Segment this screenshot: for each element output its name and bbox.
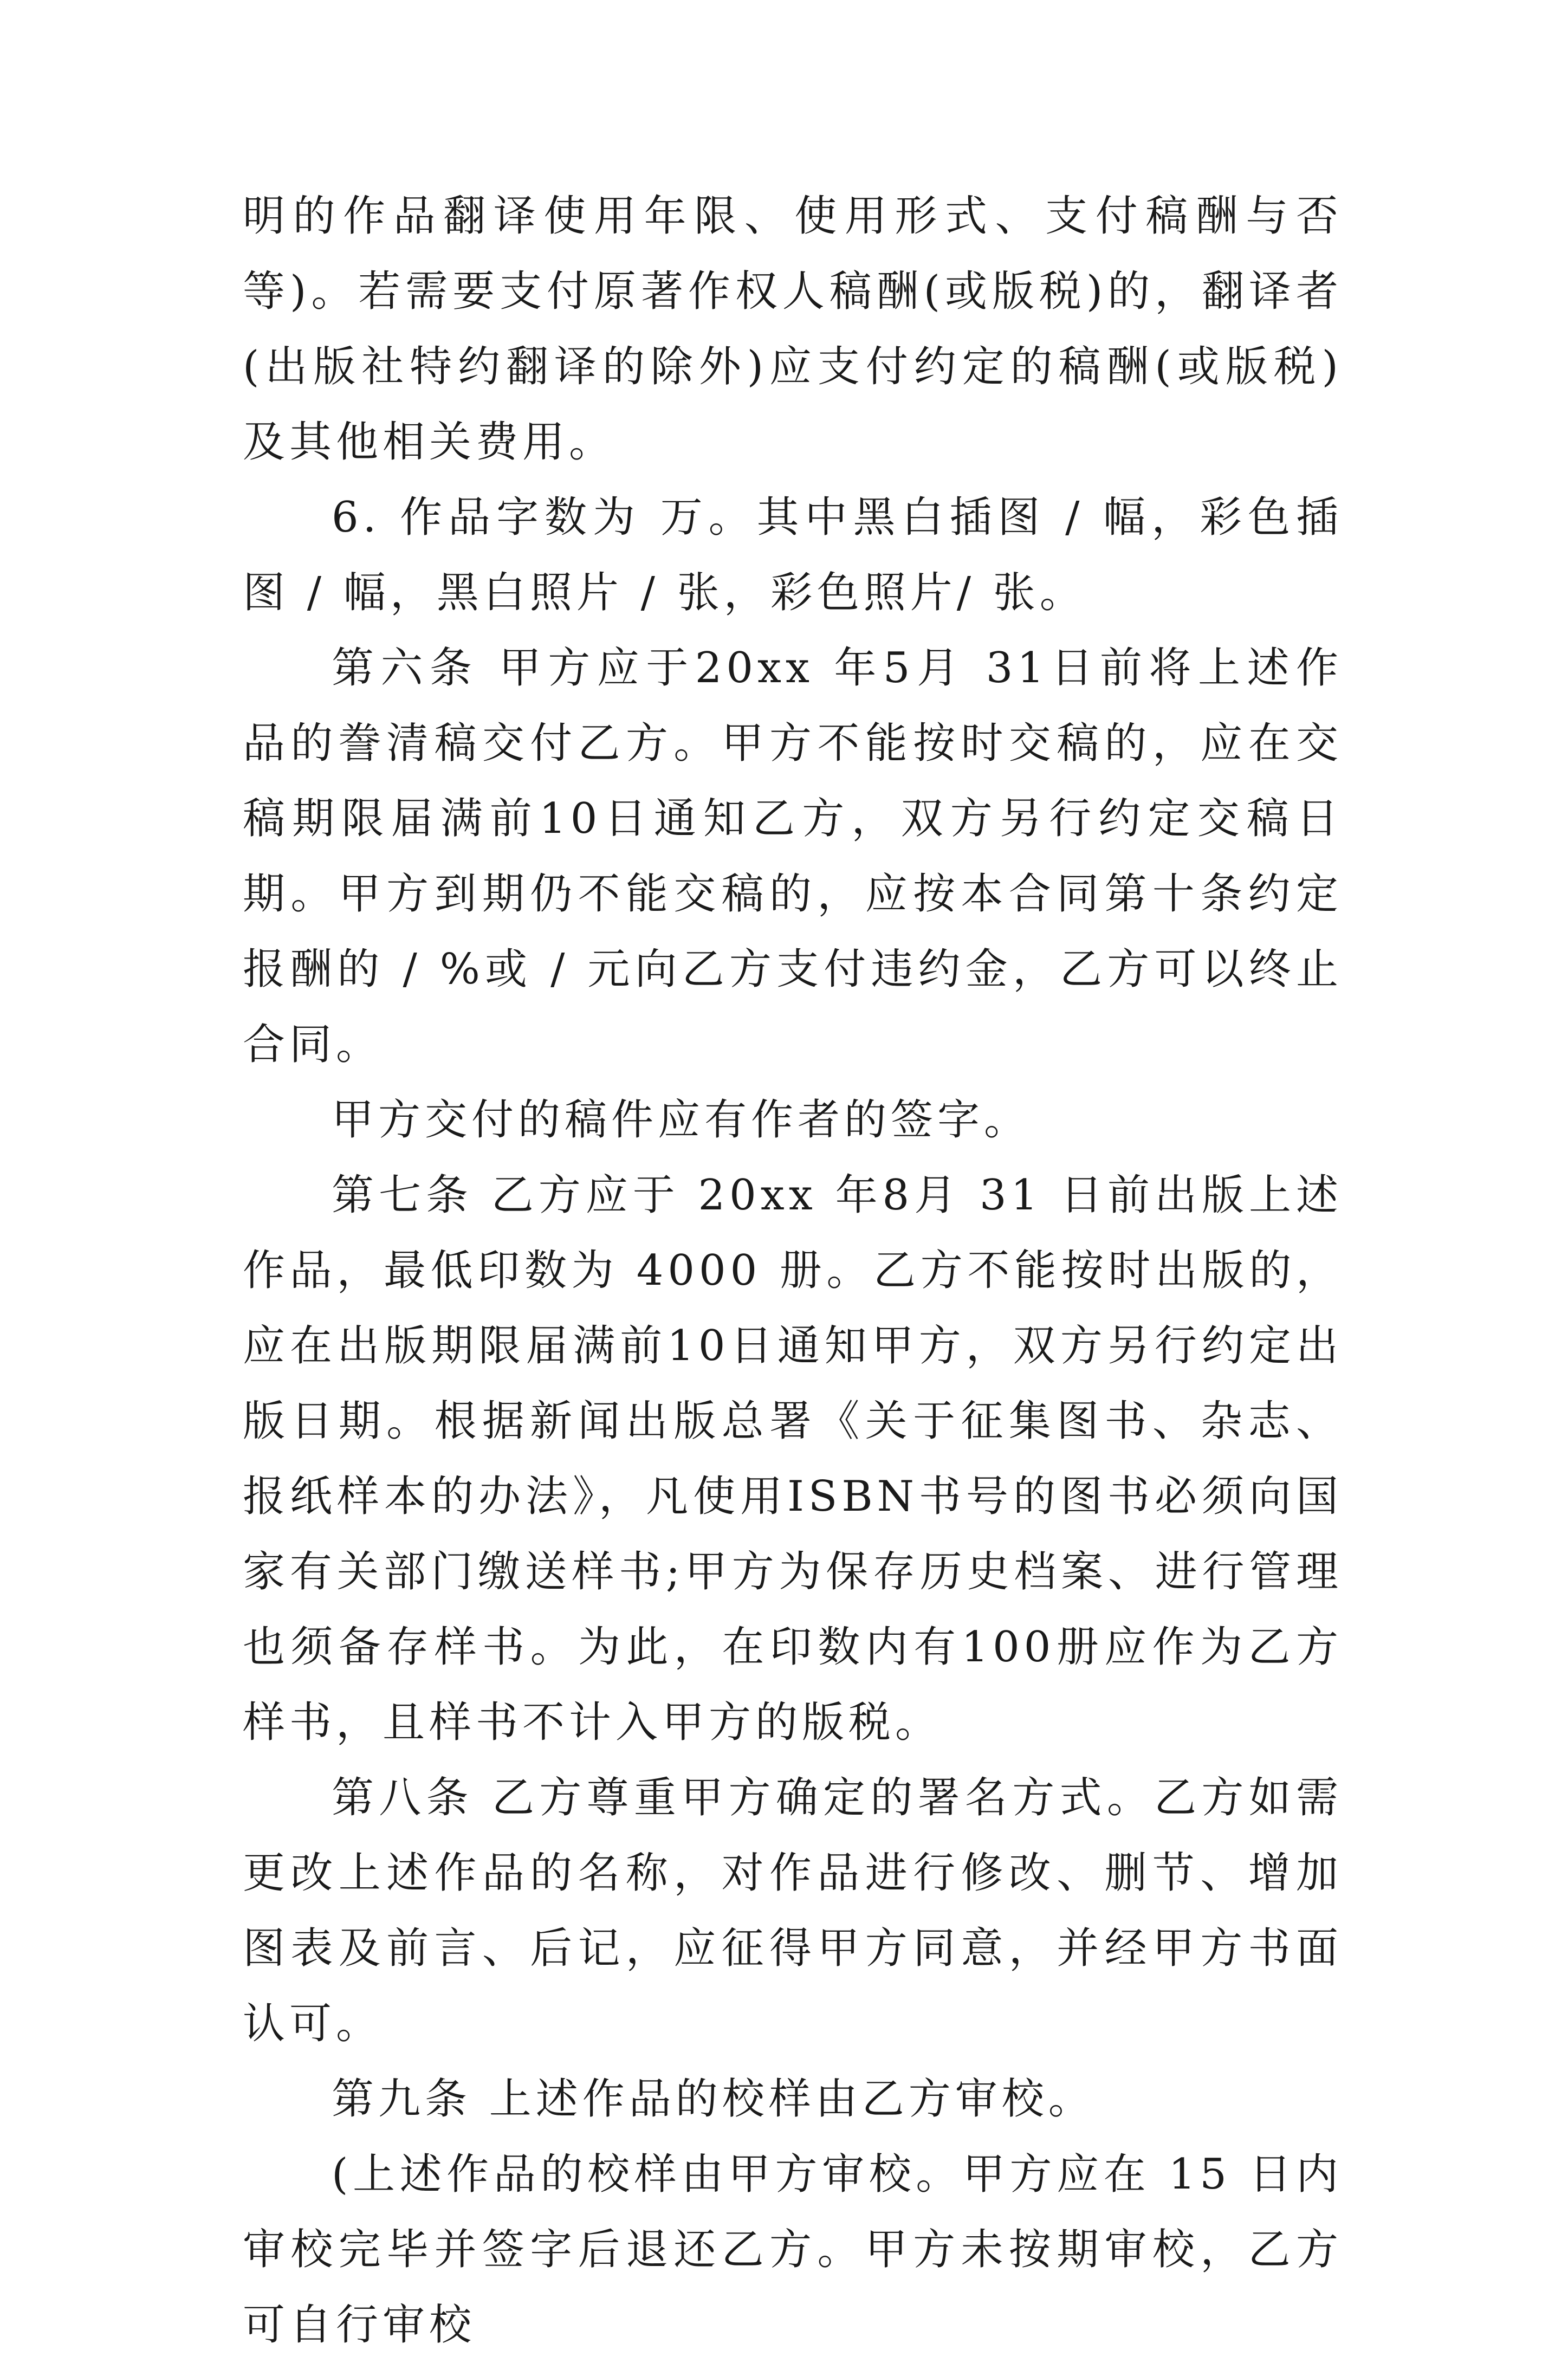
paragraph-article-9: 第九条 上述作品的校样由乙方审校。: [332, 2075, 1095, 2124]
paragraph-word-count: 6. 作品字数为 万。其中黑白插图 / 幅，彩色插图 / 幅，黑白照片 / 张，彩色照片/ 张。: [243, 493, 1343, 617]
paragraph-article-8: 第八条 乙方尊重甲方确定的署名方式。乙方如需更改上述作品的名称，对作品进行修改、删节、增加图表及前言、后记，应征得甲方同意，并经甲方书面认可。: [243, 1773, 1343, 2048]
paragraph-translation-fees: 明的作品翻译使用年限、使用形式、支付稿酬与否等)。若需要支付原著作权人稿酬(或版税)的，翻译者(出版社特约翻译的除外)应支付约定的稿酬(或版税)及其他相关费用。: [243, 192, 1343, 467]
paragraph-article-7: 第七条 乙方应于 20xx 年8月 31 日前出版上述作品，最低印数为 4000 册。乙方不能按时出版的，应在出版期限届满前10日通知甲方，双方另行约定出版日期。根据新闻出版总署《关于征集图书、杂志、报纸样本的办法》，凡使用ISBN书号的图书必须向国家有关部门缴送样书;甲方为保存历史档案、进行管理也须备存样书。为此，在印数内有100册应作为乙方样书，且样书不计入甲方的版税。: [243, 1171, 1343, 1747]
paragraph-author-signature: 甲方交付的稿件应有作者的签字。: [332, 1096, 1031, 1144]
paragraph-proof-review: (上述作品的校样由甲方审校。甲方应在 15 日内审校完毕并签字后退还乙方。甲方未按期审校，乙方可自行审校: [243, 2150, 1343, 2349]
contract-body-text: [243, 179, 1343, 2363]
paragraph-article-6: 第六条 甲方应于20xx 年5月 31日前将上述作品的誊清稿交付乙方。甲方不能按时交稿的，应在交稿期限届满前10日通知乙方，双方另行约定交稿日期。甲方到期仍不能交稿的，应按本合同第十条约定报酬的 / %或 / 元向乙方支付违约金，乙方可以终止合同。: [243, 644, 1343, 1069]
